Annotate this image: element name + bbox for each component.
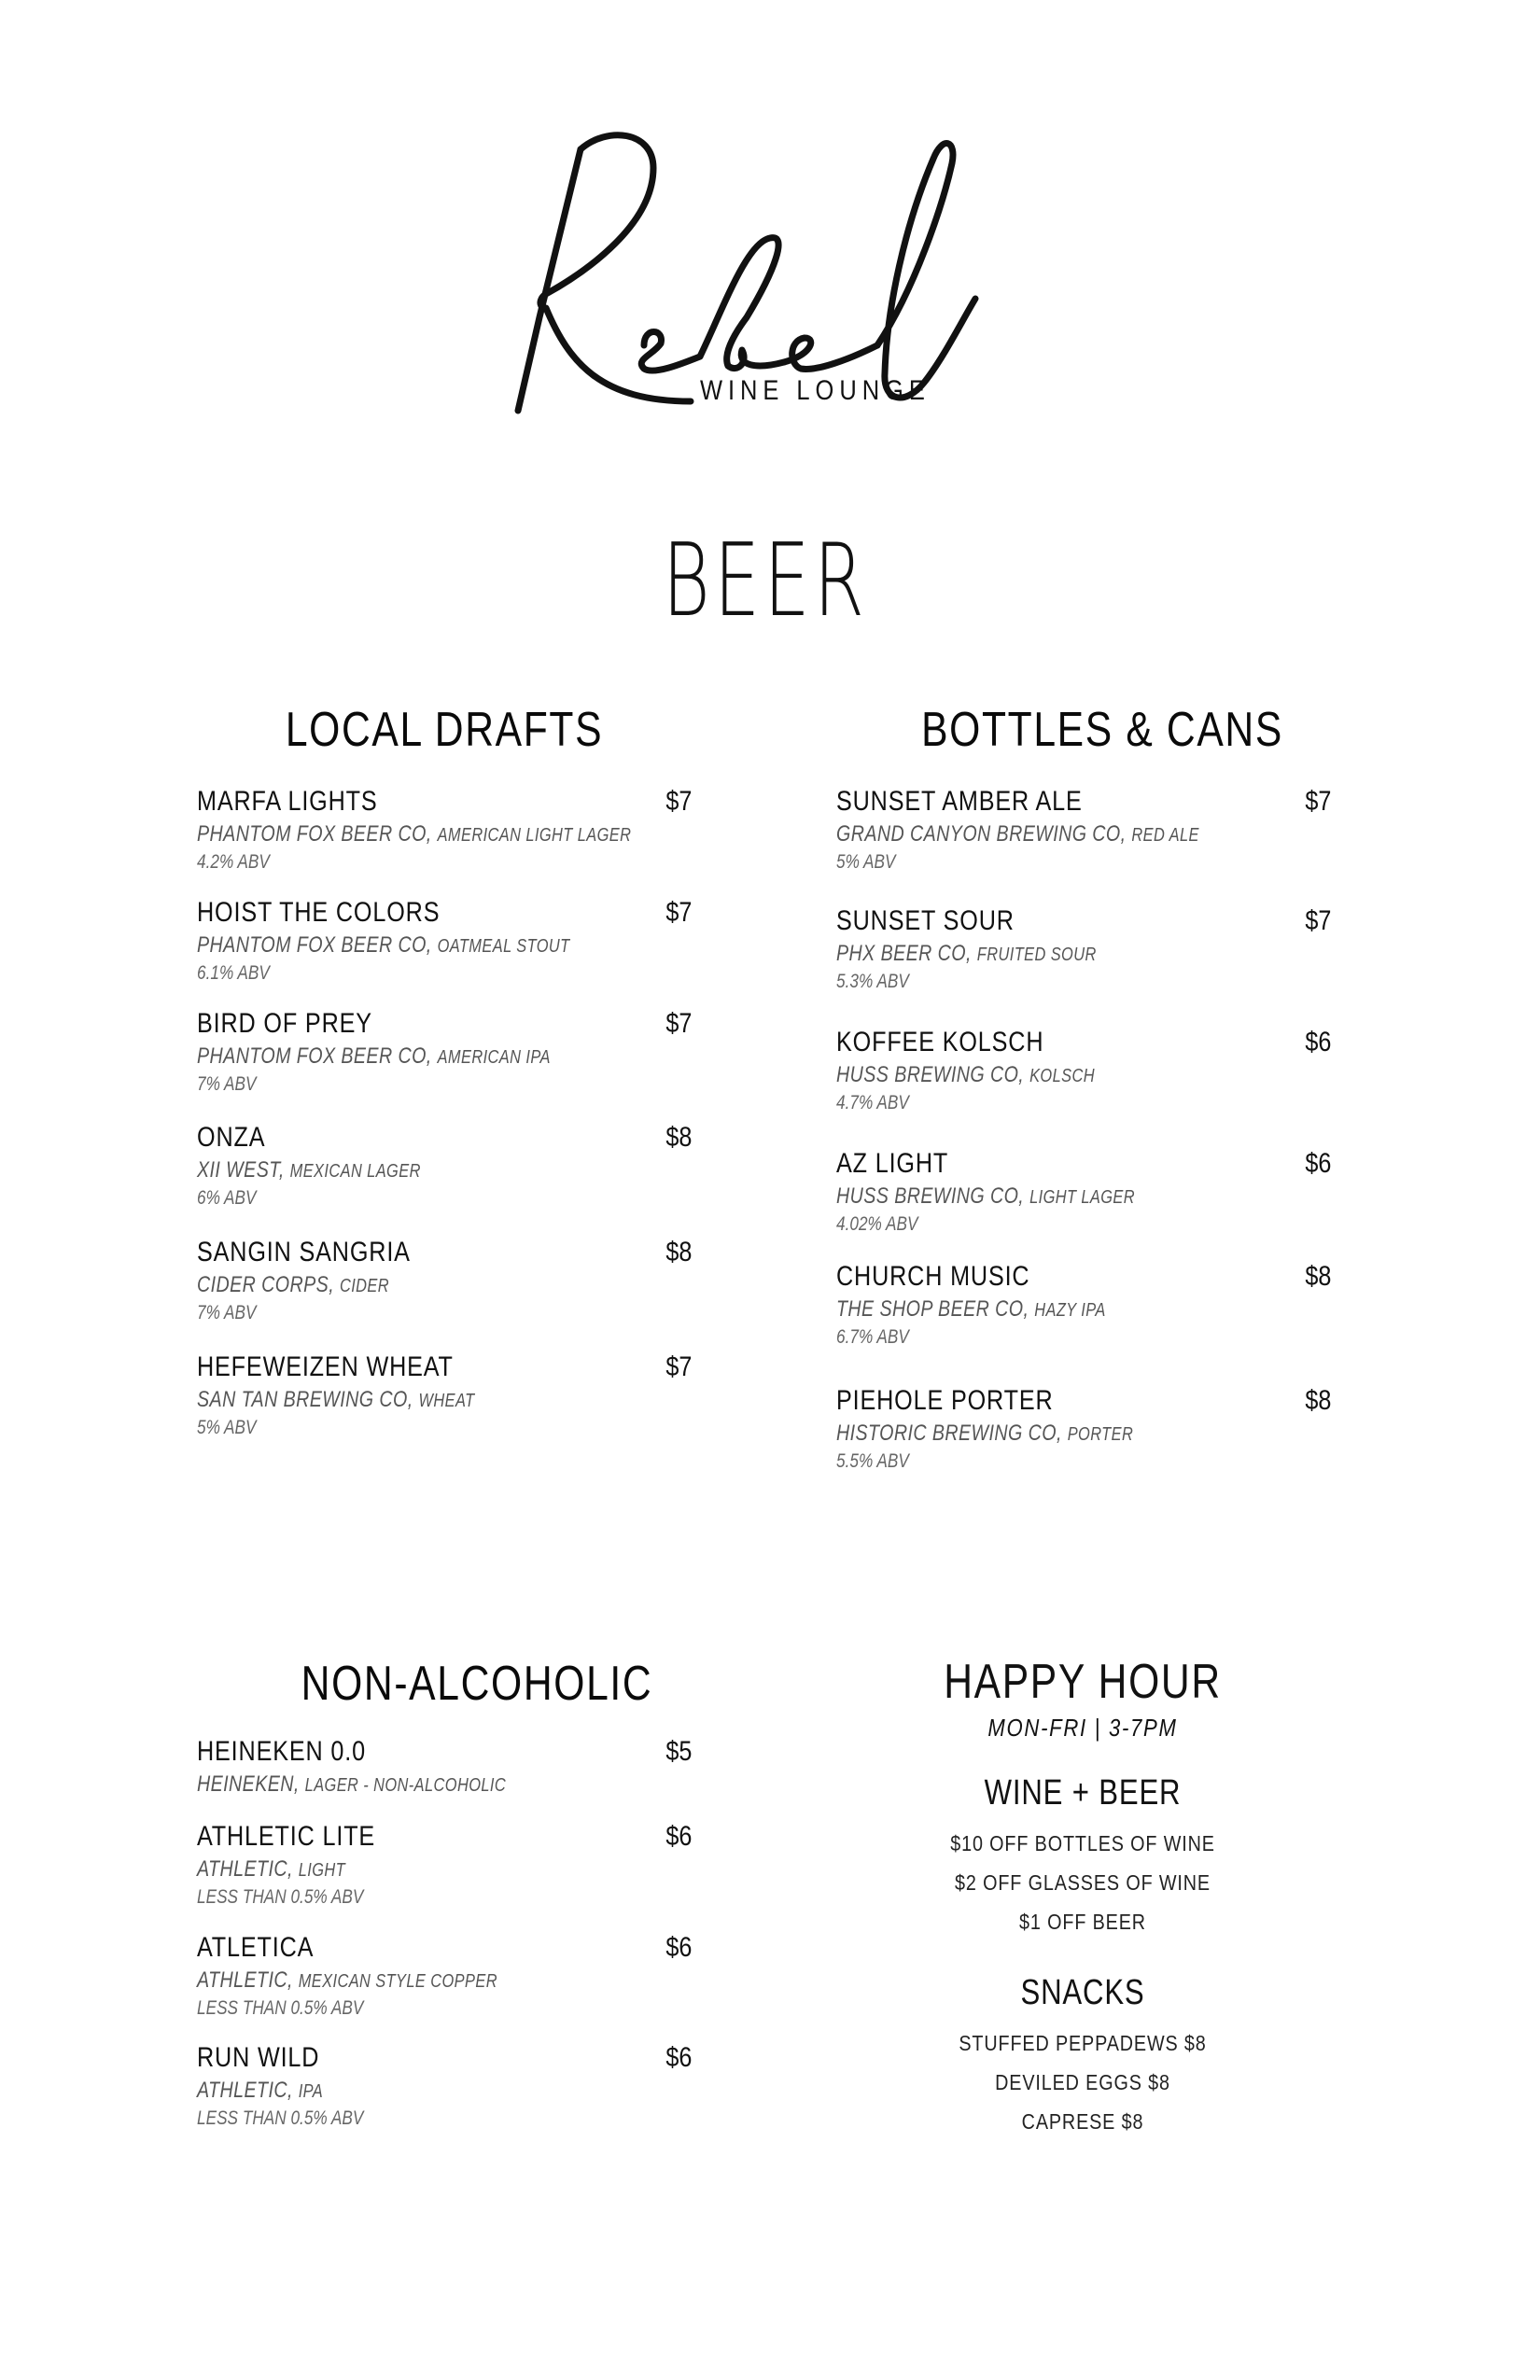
item-price: $8 bbox=[665, 1122, 692, 1153]
item-name: PIEHOLE PORTER bbox=[836, 1385, 1054, 1416]
menu-item bbox=[197, 2042, 692, 2130]
item-style: AMERICAN LIGHT LAGER bbox=[437, 825, 632, 846]
item-style: WHEAT bbox=[418, 1391, 475, 1411]
item-price: $7 bbox=[665, 786, 692, 817]
item-name: HOIST THE COLORS bbox=[197, 897, 441, 928]
item-brewery: ATHLETIC, MEXICAN STYLE COPPER bbox=[197, 1967, 497, 1993]
item-price: $7 bbox=[665, 897, 692, 928]
happy-hour-hours: MON-FRI | 3-7PM bbox=[987, 1714, 1178, 1742]
happy-hour-title: HAPPY HOUR bbox=[944, 1655, 1222, 1709]
snack-item: STUFFED PEPPADEWS $8 bbox=[959, 2031, 1207, 2055]
item-brewery: HEINEKEN, LAGER - NON-ALCOHOLIC bbox=[197, 1771, 507, 1797]
item-price: $7 bbox=[665, 1008, 692, 1039]
item-style: LIGHT bbox=[298, 1860, 346, 1881]
item-price: $7 bbox=[1304, 786, 1331, 817]
menu-item bbox=[197, 1932, 692, 2020]
item-abv: 6.1% ABV bbox=[197, 962, 270, 984]
item-style: RED ALE bbox=[1131, 825, 1199, 846]
item-price: $7 bbox=[665, 1351, 692, 1382]
item-style: KOLSCH bbox=[1029, 1066, 1095, 1086]
item-abv: 6.7% ABV bbox=[836, 1326, 909, 1348]
item-price: $8 bbox=[1304, 1385, 1331, 1416]
item-brewery: XII WEST, MEXICAN LAGER bbox=[197, 1157, 421, 1183]
item-brewery: HISTORIC BREWING CO, PORTER bbox=[836, 1421, 1134, 1446]
item-name: CHURCH MUSIC bbox=[836, 1261, 1030, 1292]
item-abv: LESS THAN 0.5% ABV bbox=[197, 1997, 364, 2019]
happy-hour-deal: $10 OFF BOTTLES OF WINE bbox=[950, 1831, 1215, 1855]
item-abv: LESS THAN 0.5% ABV bbox=[197, 1886, 364, 1908]
item-price: $6 bbox=[665, 2042, 692, 2073]
item-style: MEXICAN LAGER bbox=[289, 1161, 421, 1182]
item-name: RUN WILD bbox=[197, 2042, 320, 2073]
item-name: SUNSET SOUR bbox=[836, 905, 1015, 936]
item-name: HEINEKEN 0.0 bbox=[197, 1736, 366, 1767]
item-style: PORTER bbox=[1067, 1424, 1134, 1445]
menu-item bbox=[197, 1122, 692, 1210]
item-price: $6 bbox=[1304, 1148, 1331, 1179]
happy-hour-deal: $1 OFF BEER bbox=[1019, 1910, 1146, 1934]
item-style: LIGHT LAGER bbox=[1029, 1187, 1136, 1208]
item-abv: 4.02% ABV bbox=[836, 1213, 918, 1235]
item-abv: 4.2% ABV bbox=[197, 851, 270, 873]
item-brewery: GRAND CANYON BREWING CO, RED ALE bbox=[836, 821, 1199, 847]
menu-item bbox=[836, 1385, 1331, 1473]
item-style: OATMEAL STOUT bbox=[437, 936, 570, 957]
item-style: IPA bbox=[298, 2081, 324, 2102]
menu-item bbox=[197, 1237, 692, 1324]
happy-hour-snacks-title: SNACKS bbox=[1020, 1973, 1145, 2012]
menu-item bbox=[197, 1821, 692, 1909]
happy-hour-wine-beer-title: WINE + BEER bbox=[984, 1773, 1182, 1813]
item-price: $6 bbox=[1304, 1027, 1331, 1057]
item-style: FRUITED SOUR bbox=[976, 945, 1097, 965]
item-brewery: PHX BEER CO, FRUITED SOUR bbox=[836, 941, 1097, 966]
item-name: HEFEWEIZEN WHEAT bbox=[197, 1351, 454, 1382]
item-name: ATHLETIC LITE bbox=[197, 1821, 376, 1852]
item-brewery: ATHLETIC, IPA bbox=[197, 2078, 324, 2103]
section-title-local-drafts: LOCAL DRAFTS bbox=[285, 703, 604, 757]
item-price: $8 bbox=[1304, 1261, 1331, 1292]
logo-subtitle: WINE LOUNGE bbox=[700, 375, 931, 406]
item-abv: 5.3% ABV bbox=[836, 971, 909, 992]
item-style: LAGER - NON-ALCOHOLIC bbox=[304, 1775, 507, 1796]
item-style: MEXICAN STYLE COPPER bbox=[298, 1971, 497, 1992]
item-name: MARFA LIGHTS bbox=[197, 786, 378, 817]
item-name: ONZA bbox=[197, 1122, 266, 1153]
menu-item bbox=[836, 786, 1331, 874]
item-abv: 5.5% ABV bbox=[836, 1450, 909, 1472]
menu-item bbox=[197, 1008, 692, 1096]
item-brewery: CIDER CORPS, CIDER bbox=[197, 1272, 390, 1297]
item-abv: LESS THAN 0.5% ABV bbox=[197, 2107, 364, 2129]
menu-item bbox=[836, 1261, 1331, 1349]
snack-item: CAPRESE $8 bbox=[1021, 2109, 1144, 2134]
happy-hour-deal: $2 OFF GLASSES OF WINE bbox=[955, 1870, 1211, 1895]
item-price: $7 bbox=[1304, 905, 1331, 936]
item-price: $5 bbox=[665, 1736, 692, 1767]
item-price: $6 bbox=[665, 1932, 692, 1963]
menu-item bbox=[836, 1148, 1331, 1236]
item-abv: 7% ABV bbox=[197, 1073, 257, 1095]
item-name: KOFFEE KOLSCH bbox=[836, 1027, 1044, 1057]
item-brewery: PHANTOM FOX BEER CO, OATMEAL STOUT bbox=[197, 932, 570, 958]
item-name: BIRD OF PREY bbox=[197, 1008, 372, 1039]
menu-item bbox=[836, 905, 1331, 993]
item-style: AMERICAN IPA bbox=[437, 1047, 551, 1068]
item-name: AZ LIGHT bbox=[836, 1148, 949, 1179]
item-abv: 5% ABV bbox=[836, 851, 896, 873]
menu-item bbox=[197, 1736, 692, 1798]
item-abv: 6% ABV bbox=[197, 1187, 257, 1209]
item-name: SANGIN SANGRIA bbox=[197, 1237, 411, 1267]
page-title: BEER bbox=[662, 523, 869, 639]
item-abv: 5% ABV bbox=[197, 1417, 257, 1438]
item-name: ATLETICA bbox=[197, 1932, 315, 1963]
item-brewery: PHANTOM FOX BEER CO, AMERICAN LIGHT LAGER bbox=[197, 821, 632, 847]
menu-item bbox=[836, 1027, 1331, 1114]
item-style: HAZY IPA bbox=[1034, 1300, 1106, 1321]
item-price: $8 bbox=[665, 1237, 692, 1267]
item-name: SUNSET AMBER ALE bbox=[836, 786, 1083, 817]
item-abv: 7% ABV bbox=[197, 1302, 257, 1323]
section-title-bottles-cans: BOTTLES & CANS bbox=[921, 703, 1283, 757]
item-style: CIDER bbox=[339, 1276, 390, 1296]
item-price: $6 bbox=[665, 1821, 692, 1852]
menu-item bbox=[197, 897, 692, 985]
item-brewery: HUSS BREWING CO, LIGHT LAGER bbox=[836, 1183, 1136, 1209]
item-brewery: THE SHOP BEER CO, HAZY IPA bbox=[836, 1296, 1106, 1322]
item-brewery: PHANTOM FOX BEER CO, AMERICAN IPA bbox=[197, 1043, 551, 1069]
snack-item: DEVILED EGGS $8 bbox=[995, 2070, 1170, 2094]
item-brewery: SAN TAN BREWING CO, WHEAT bbox=[197, 1387, 475, 1412]
item-abv: 4.7% ABV bbox=[836, 1092, 909, 1113]
menu-item bbox=[197, 786, 692, 874]
item-brewery: ATHLETIC, LIGHT bbox=[197, 1856, 346, 1882]
section-title-non-alcoholic: NON-ALCOHOLIC bbox=[301, 1657, 653, 1711]
menu-item bbox=[197, 1351, 692, 1439]
rebel-logo bbox=[504, 121, 1027, 420]
item-brewery: HUSS BREWING CO, KOLSCH bbox=[836, 1062, 1095, 1087]
